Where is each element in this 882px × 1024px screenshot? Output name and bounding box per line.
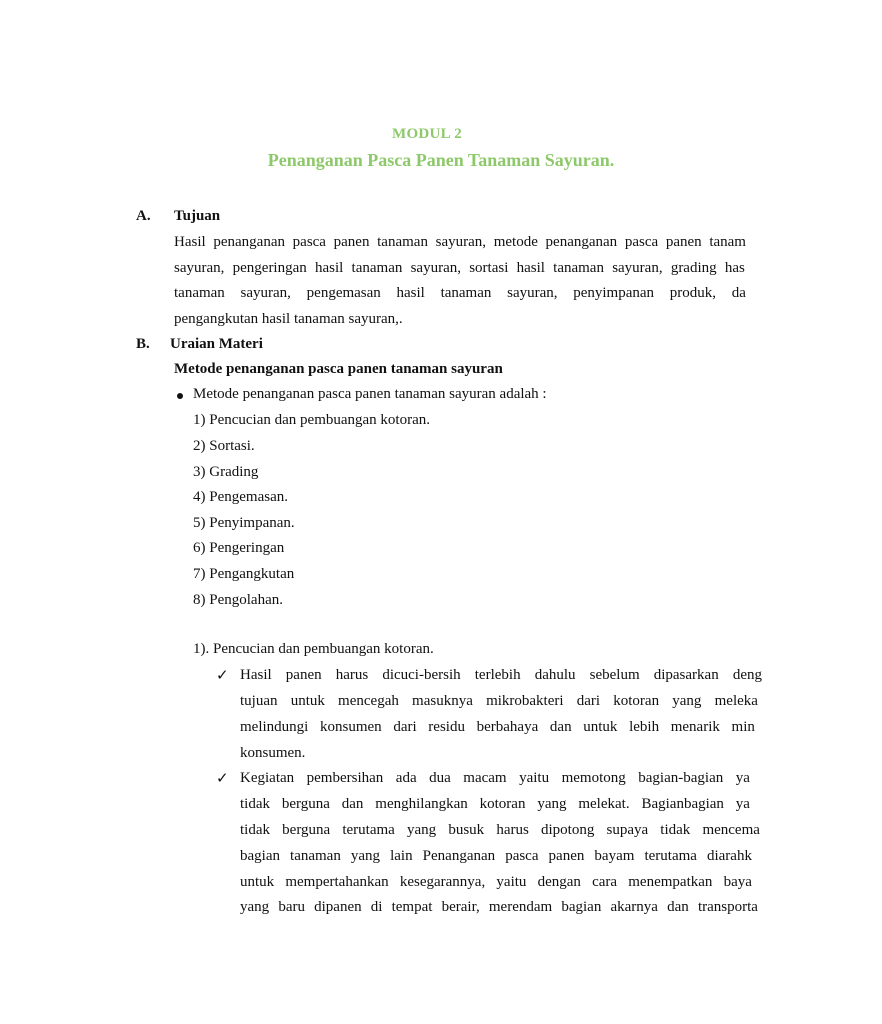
word: panen bbox=[285, 667, 322, 683]
word: bagian bbox=[561, 899, 602, 915]
checkmark-icon: ✓ bbox=[216, 769, 229, 787]
word: tanaman bbox=[290, 848, 341, 864]
word: has bbox=[724, 260, 745, 276]
check-2-line-4 bbox=[240, 848, 752, 865]
word: ya bbox=[735, 796, 750, 812]
word: residu bbox=[428, 719, 465, 735]
section-a-title: Tujuan bbox=[174, 208, 221, 224]
module-label: MODUL 2 bbox=[391, 126, 463, 142]
word: macam bbox=[463, 770, 507, 786]
word: tanam bbox=[709, 234, 746, 250]
word: tidak bbox=[660, 822, 691, 838]
word: kotoran bbox=[479, 796, 526, 812]
word: Hasil bbox=[240, 667, 272, 683]
check-2-line-6 bbox=[240, 899, 758, 916]
word: berguna bbox=[282, 822, 331, 838]
word: bagian bbox=[240, 848, 280, 864]
word: sayuran, bbox=[174, 260, 225, 276]
word: konsumen bbox=[319, 719, 382, 735]
check-1-line-2 bbox=[240, 693, 758, 710]
word: sortasi bbox=[469, 260, 509, 276]
word: dahulu bbox=[534, 667, 576, 683]
word: Hasil bbox=[174, 234, 206, 250]
word: yaitu bbox=[519, 770, 550, 786]
word: harus bbox=[496, 822, 529, 838]
list-item: 8) Pengolahan. bbox=[193, 592, 283, 608]
word: dan bbox=[549, 719, 572, 735]
word: mikrobakteri bbox=[486, 693, 564, 709]
word: tidak bbox=[240, 822, 270, 838]
word: di bbox=[370, 899, 383, 915]
word: masuknya bbox=[412, 693, 473, 709]
word: supaya bbox=[606, 822, 649, 838]
check-1-line-3 bbox=[240, 719, 755, 736]
word: menarik bbox=[670, 719, 720, 735]
word: penanganan bbox=[545, 234, 618, 250]
word: lain bbox=[390, 848, 413, 864]
word: yang bbox=[672, 693, 702, 709]
list-item: 5) Penyimpanan. bbox=[193, 515, 295, 531]
word: sayuran, bbox=[507, 285, 558, 301]
word: bayam bbox=[594, 848, 635, 864]
word: kesegarannya, bbox=[399, 874, 486, 890]
word: akarnya bbox=[610, 899, 658, 915]
list-item: 4) Pengemasan. bbox=[193, 489, 288, 505]
word: hasil bbox=[516, 260, 545, 276]
word: berair, bbox=[441, 899, 480, 915]
word: dipanen bbox=[314, 899, 362, 915]
checkmark-icon: ✓ bbox=[216, 666, 229, 684]
word: ada bbox=[395, 770, 417, 786]
word: yang bbox=[350, 848, 381, 864]
word: dengan bbox=[537, 874, 581, 890]
word: untuk bbox=[240, 874, 275, 890]
word: dicuci-bersih bbox=[382, 667, 461, 683]
check-2-line-3 bbox=[240, 822, 760, 839]
check-1-line-1 bbox=[240, 667, 762, 684]
word: yang bbox=[537, 796, 567, 812]
word: sayuran, bbox=[435, 234, 487, 250]
word: tanaman bbox=[174, 285, 225, 301]
word: lebih bbox=[629, 719, 660, 735]
word: sebelum bbox=[589, 667, 640, 683]
word: min bbox=[731, 719, 755, 735]
word: tanaman bbox=[351, 260, 403, 276]
list-item: 6) Pengeringan bbox=[193, 540, 285, 556]
section-a-line-2 bbox=[174, 260, 745, 277]
word: pasca bbox=[624, 234, 659, 250]
word: sayuran, bbox=[240, 285, 291, 301]
word: memotong bbox=[561, 770, 626, 786]
check-2-line-2 bbox=[240, 796, 750, 813]
word: berguna bbox=[281, 796, 330, 812]
word: panen bbox=[548, 848, 585, 864]
word: ya bbox=[735, 770, 750, 786]
bullet-dot-icon bbox=[177, 393, 183, 399]
check-1-line-4: konsumen. bbox=[240, 745, 306, 761]
word: sayuran, bbox=[612, 260, 663, 276]
word: berbahaya bbox=[476, 719, 539, 735]
word: terlebih bbox=[474, 667, 521, 683]
word: transporta bbox=[697, 899, 758, 915]
word: baru bbox=[278, 899, 305, 915]
word: baya bbox=[723, 874, 752, 890]
word: pengeringan bbox=[232, 260, 307, 276]
word: metode bbox=[493, 234, 538, 250]
word: bagian-bagian bbox=[638, 770, 724, 786]
word: dan bbox=[667, 899, 689, 915]
sub-heading: 1). Pencucian dan pembuangan kotoran. bbox=[193, 641, 434, 657]
word: da bbox=[731, 285, 746, 301]
word: yaitu bbox=[496, 874, 527, 890]
word: pembersihan bbox=[306, 770, 384, 786]
word: dipasarkan bbox=[653, 667, 719, 683]
word: Bagianbagian bbox=[641, 796, 724, 812]
word: dipotong bbox=[540, 822, 595, 838]
section-a-line-3 bbox=[174, 285, 746, 302]
word: busuk bbox=[448, 822, 485, 838]
list-item: 1) Pencucian dan pembuangan kotoran. bbox=[193, 412, 431, 428]
word: terutama bbox=[342, 822, 395, 838]
check-2-line-5 bbox=[240, 874, 752, 891]
word: untuk bbox=[290, 693, 325, 709]
word: yang bbox=[407, 822, 437, 838]
word: deng bbox=[732, 667, 762, 683]
word: diarahk bbox=[706, 848, 752, 864]
word: sayuran, bbox=[410, 260, 461, 276]
word: dan bbox=[341, 796, 364, 812]
list-item: 7) Pengangkutan bbox=[193, 566, 295, 582]
word: mencema bbox=[702, 822, 760, 838]
document-title: Penanganan Pasca Panen Tanaman Sayuran. bbox=[267, 150, 615, 170]
word: menempatkan bbox=[628, 874, 713, 890]
word: harus bbox=[335, 667, 369, 683]
word: tanaman bbox=[377, 234, 428, 250]
word: dua bbox=[429, 770, 451, 786]
section-b-title: Uraian Materi bbox=[170, 336, 263, 352]
word: penyimpanan bbox=[573, 285, 655, 301]
word: dari bbox=[393, 719, 417, 735]
word: dari bbox=[576, 693, 601, 709]
word: untuk bbox=[583, 719, 618, 735]
word: yang bbox=[240, 899, 270, 915]
word: pasca bbox=[292, 234, 326, 250]
word: tujuan bbox=[240, 693, 278, 709]
word: tanaman bbox=[440, 285, 492, 301]
section-b-subtitle: Metode penanganan pasca panen tanaman sayuran bbox=[174, 361, 503, 377]
word: mempertahankan bbox=[285, 874, 389, 890]
word: menghilangkan bbox=[375, 796, 468, 812]
list-item: 3) Grading bbox=[193, 464, 259, 480]
word: melindungi bbox=[240, 719, 309, 735]
section-a-line-1 bbox=[174, 234, 746, 251]
word: hasil bbox=[396, 285, 425, 301]
word: pasca bbox=[505, 848, 539, 864]
word: meleka bbox=[714, 693, 758, 709]
word: melekat. bbox=[578, 796, 630, 812]
word: tidak bbox=[240, 796, 270, 812]
word: grading bbox=[670, 260, 717, 276]
bullet-text: Metode penanganan pasca panen tanaman sayuran adalah : bbox=[193, 386, 547, 402]
word: tanaman bbox=[553, 260, 604, 276]
section-b-letter: B. bbox=[136, 336, 150, 352]
section-a-letter: A. bbox=[136, 208, 151, 224]
word: pengemasan bbox=[306, 285, 381, 301]
list-item: 2) Sortasi. bbox=[193, 438, 255, 454]
word: terutama bbox=[644, 848, 697, 864]
check-2-line-1 bbox=[240, 770, 750, 787]
word: cara bbox=[592, 874, 618, 890]
word: Penanganan bbox=[422, 848, 496, 864]
word: panen bbox=[665, 234, 702, 250]
word: produk, bbox=[669, 285, 717, 301]
section-a-line-4: pengangkutan hasil tanaman sayuran,. bbox=[174, 311, 403, 327]
word: merendam bbox=[488, 899, 553, 915]
word: mencegah bbox=[338, 693, 399, 709]
word: panen bbox=[333, 234, 370, 250]
word: kotoran bbox=[613, 693, 660, 709]
word: hasil bbox=[314, 260, 344, 276]
word: Kegiatan bbox=[240, 770, 295, 786]
word: tempat bbox=[391, 899, 433, 915]
word: penanganan bbox=[213, 234, 285, 250]
